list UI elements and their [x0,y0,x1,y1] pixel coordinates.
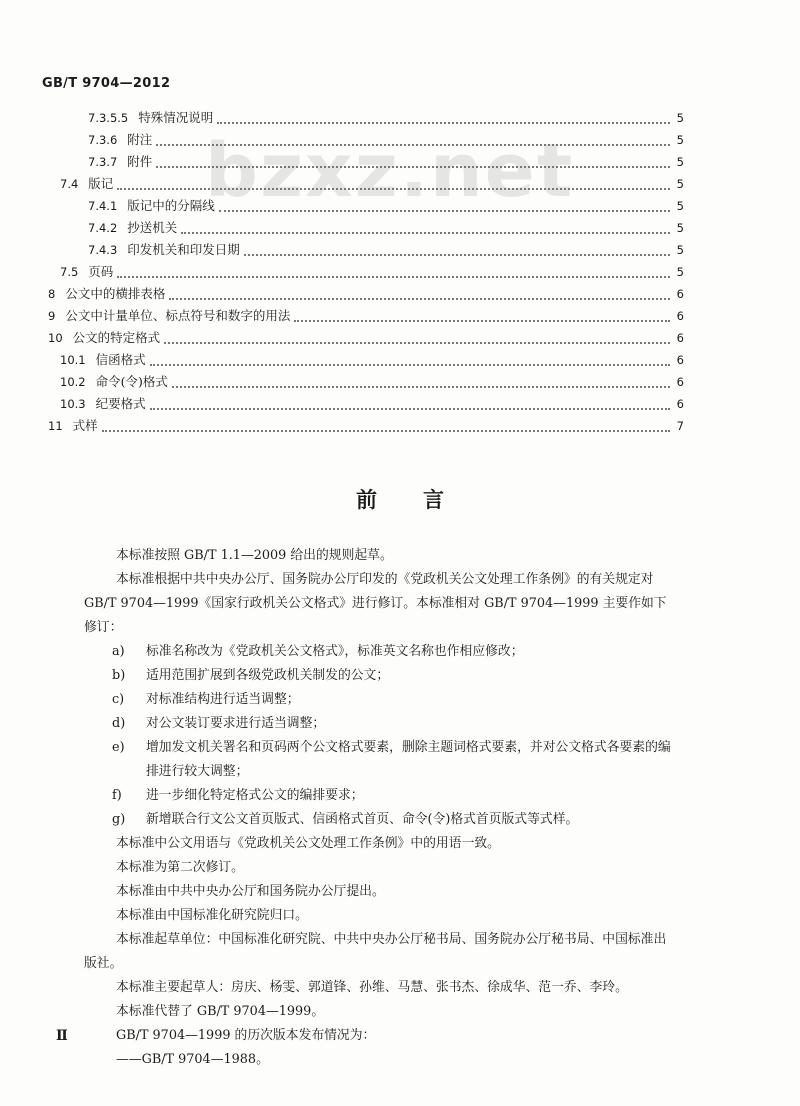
toc-entry-page: 7 [676,419,684,433]
toc-entry-page: 5 [676,243,684,257]
toc-entry[interactable] [88,218,684,238]
page-number: Ⅱ [56,1028,68,1044]
toc-entry-title: 信函格式 [95,352,146,367]
toc-entry-number: 10.2 [60,375,86,389]
list-item-label: d) [112,716,126,731]
toc-leader-dots [117,275,670,278]
toc-entry-page: 5 [676,221,684,235]
foreword-paragraph: 修订： [84,620,123,635]
toc-leader-dots [219,209,670,212]
toc-leader-dots [150,407,670,410]
toc-entry-page: 5 [676,177,684,191]
toc-entry-number: 7.3.7 [88,155,118,169]
list-item [112,688,724,712]
list-item-text: 新增联合行文公文首页版式、信函格式首页、命令(令)格式首页版式等式样。 [146,812,579,827]
toc-leader-dots [181,231,670,234]
toc-entry-page: 6 [676,397,684,411]
toc-entry-number: 8 [48,287,56,301]
toc-entry-number: 9 [48,309,56,323]
toc-entry-page: 6 [676,331,684,345]
toc-entry[interactable] [48,328,684,348]
list-item-label: e) [112,740,125,755]
list-item-continuation: 排进行较大调整； [146,764,249,779]
toc-entry-page: 5 [676,199,684,213]
toc-entry[interactable] [48,416,684,436]
toc-entry-title: 抄送机关 [127,220,178,235]
list-item [112,664,724,688]
list-item [112,640,724,664]
foreword-paragraph: 本标准按照 GB/T 1.1—2009 给出的规则起草。 [116,548,393,563]
list-item-text: 进一步细化特定格式公文的编排要求； [146,788,364,803]
toc-entry[interactable] [88,130,684,150]
toc-entry[interactable] [88,108,684,128]
toc-entry-title: 印发机关和印发日期 [127,242,240,257]
list-item-label: f) [112,788,122,803]
list-item [112,736,724,760]
toc-entry-page: 6 [676,353,684,367]
toc-entry-page: 5 [676,155,684,169]
toc-entry-page: 6 [676,375,684,389]
toc-leader-dots [164,341,670,344]
toc-entry-page: 6 [676,287,684,301]
toc-entry[interactable] [60,394,684,414]
list-item-label: c) [112,692,125,707]
toc-leader-dots [156,165,670,168]
standard-code-header: GB/T 9704—2012 [42,76,171,91]
toc-entry[interactable] [60,262,684,282]
list-item [112,712,724,736]
list-item [112,784,724,808]
toc-leader-dots [169,297,670,300]
toc-entry-number: 7.4.2 [88,221,118,235]
toc-entry-number: 7.3.6 [88,133,118,147]
foreword-paragraph: 本标准起草单位：中国标准化研究院、中共中央办公厅秘书局、国务院办公厅秘书局、中国标准出 [116,932,667,947]
toc-entry[interactable] [60,174,684,194]
list-item-label: a) [112,644,125,659]
foreword-title: 前言 [356,487,490,512]
foreword-paragraph: 本标准由中共中央办公厅和国务院办公厅提出。 [116,884,385,899]
toc-entry-title: 页码 [88,264,114,279]
toc-entry-number: 7.4.3 [88,243,118,257]
toc-entry-title: 附件 [127,154,153,169]
toc-entry-number: 7.4.1 [88,199,118,213]
list-item-label: g) [112,812,126,827]
toc-entry-page: 5 [676,133,684,147]
toc-entry-number: 10.3 [60,397,86,411]
toc-leader-dots [150,363,670,366]
foreword-paragraph: 本标准为第二次修订。 [116,860,244,875]
toc-entry-title: 公文中计量单位、标点符号和数字的用法 [65,308,291,323]
toc-entry[interactable] [60,372,684,392]
toc-entry-title: 纪要格式 [95,396,146,411]
watermark: bzxz.net [205,128,575,214]
toc-entry[interactable] [88,152,684,172]
toc-entry[interactable] [48,284,684,304]
toc-entry-title: 版记 [88,176,114,191]
toc-entry-title: 公文中的横排表格 [65,286,166,301]
toc-entry-title: 式样 [72,418,98,433]
toc-leader-dots [244,253,670,256]
toc-entry[interactable] [48,306,684,326]
toc-entry-number: 10.1 [60,353,86,367]
toc-entry-number: 10 [48,331,63,345]
toc-entry[interactable] [88,240,684,260]
list-item-text: 标准名称改为《党政机关公文格式》，标准英文名称也作相应修改； [146,644,524,659]
foreword-paragraph: 本标准主要起草人：房庆、杨雯、郭道锋、孙维、马慧、张书杰、徐成华、范一乔、李玲。 [116,980,628,995]
toc-entry-number: 7.4 [60,177,79,191]
foreword-paragraph: 版社。 [84,956,123,971]
toc-entry-number: 7.3.5.5 [88,111,129,125]
list-item-text: 增加发文机关署名和页码两个公文格式要素，删除主题词格式要素，并对公文格式各要素的编 [146,740,671,755]
toc-leader-dots [117,187,670,190]
toc-entry-title: 附注 [127,132,153,147]
foreword-paragraph: GB/T 9704—1999 的历次版本发布情况为： [116,1028,376,1043]
foreword-paragraph: 本标准代替了 GB/T 9704—1999。 [116,1004,325,1019]
toc-entry-page: 6 [676,309,684,323]
toc-entry-number: 11 [48,419,63,433]
foreword-paragraph: 本标准由中国标准化研究院归口。 [116,908,308,923]
toc-entry-page: 5 [676,111,684,125]
toc-entry-title: 命令(令)格式 [95,374,168,389]
list-item-text: 适用范围扩展到各级党政机关制发的公文； [146,668,390,683]
toc-entry[interactable] [88,196,684,216]
foreword-paragraph: GB/T 9704—1999《国家行政机关公文格式》进行修订。本标准相对 GB/T 9704—1999 主要作如下 [84,596,667,611]
list-item-text: 对标准结构进行适当调整； [146,692,300,707]
toc-leader-dots [217,121,670,124]
toc-entry-title: 特殊情况说明 [138,110,214,125]
toc-leader-dots [172,385,670,388]
toc-leader-dots [294,319,670,322]
toc-leader-dots [102,429,670,432]
list-item [112,808,724,832]
toc-entry-title: 公文的特定格式 [72,330,161,345]
toc-leader-dots [156,143,670,146]
toc-entry-page: 5 [676,265,684,279]
list-item-text: 对公文装订要求进行适当调整； [146,716,326,731]
list-item-label: b) [112,668,126,683]
toc-entry-title: 版记中的分隔线 [127,198,215,213]
foreword-paragraph: 本标准根据中共中央办公厅、国务院办公厅印发的《党政机关公文处理工作条例》的有关规定对 [116,572,654,587]
foreword-paragraph: 本标准中公文用语与《党政机关公文处理工作条例》中的用语一致。 [116,836,500,851]
toc-entry[interactable] [60,350,684,370]
foreword-paragraph: ——GB/T 9704—1988。 [116,1052,269,1067]
toc-entry-number: 7.5 [60,265,79,279]
